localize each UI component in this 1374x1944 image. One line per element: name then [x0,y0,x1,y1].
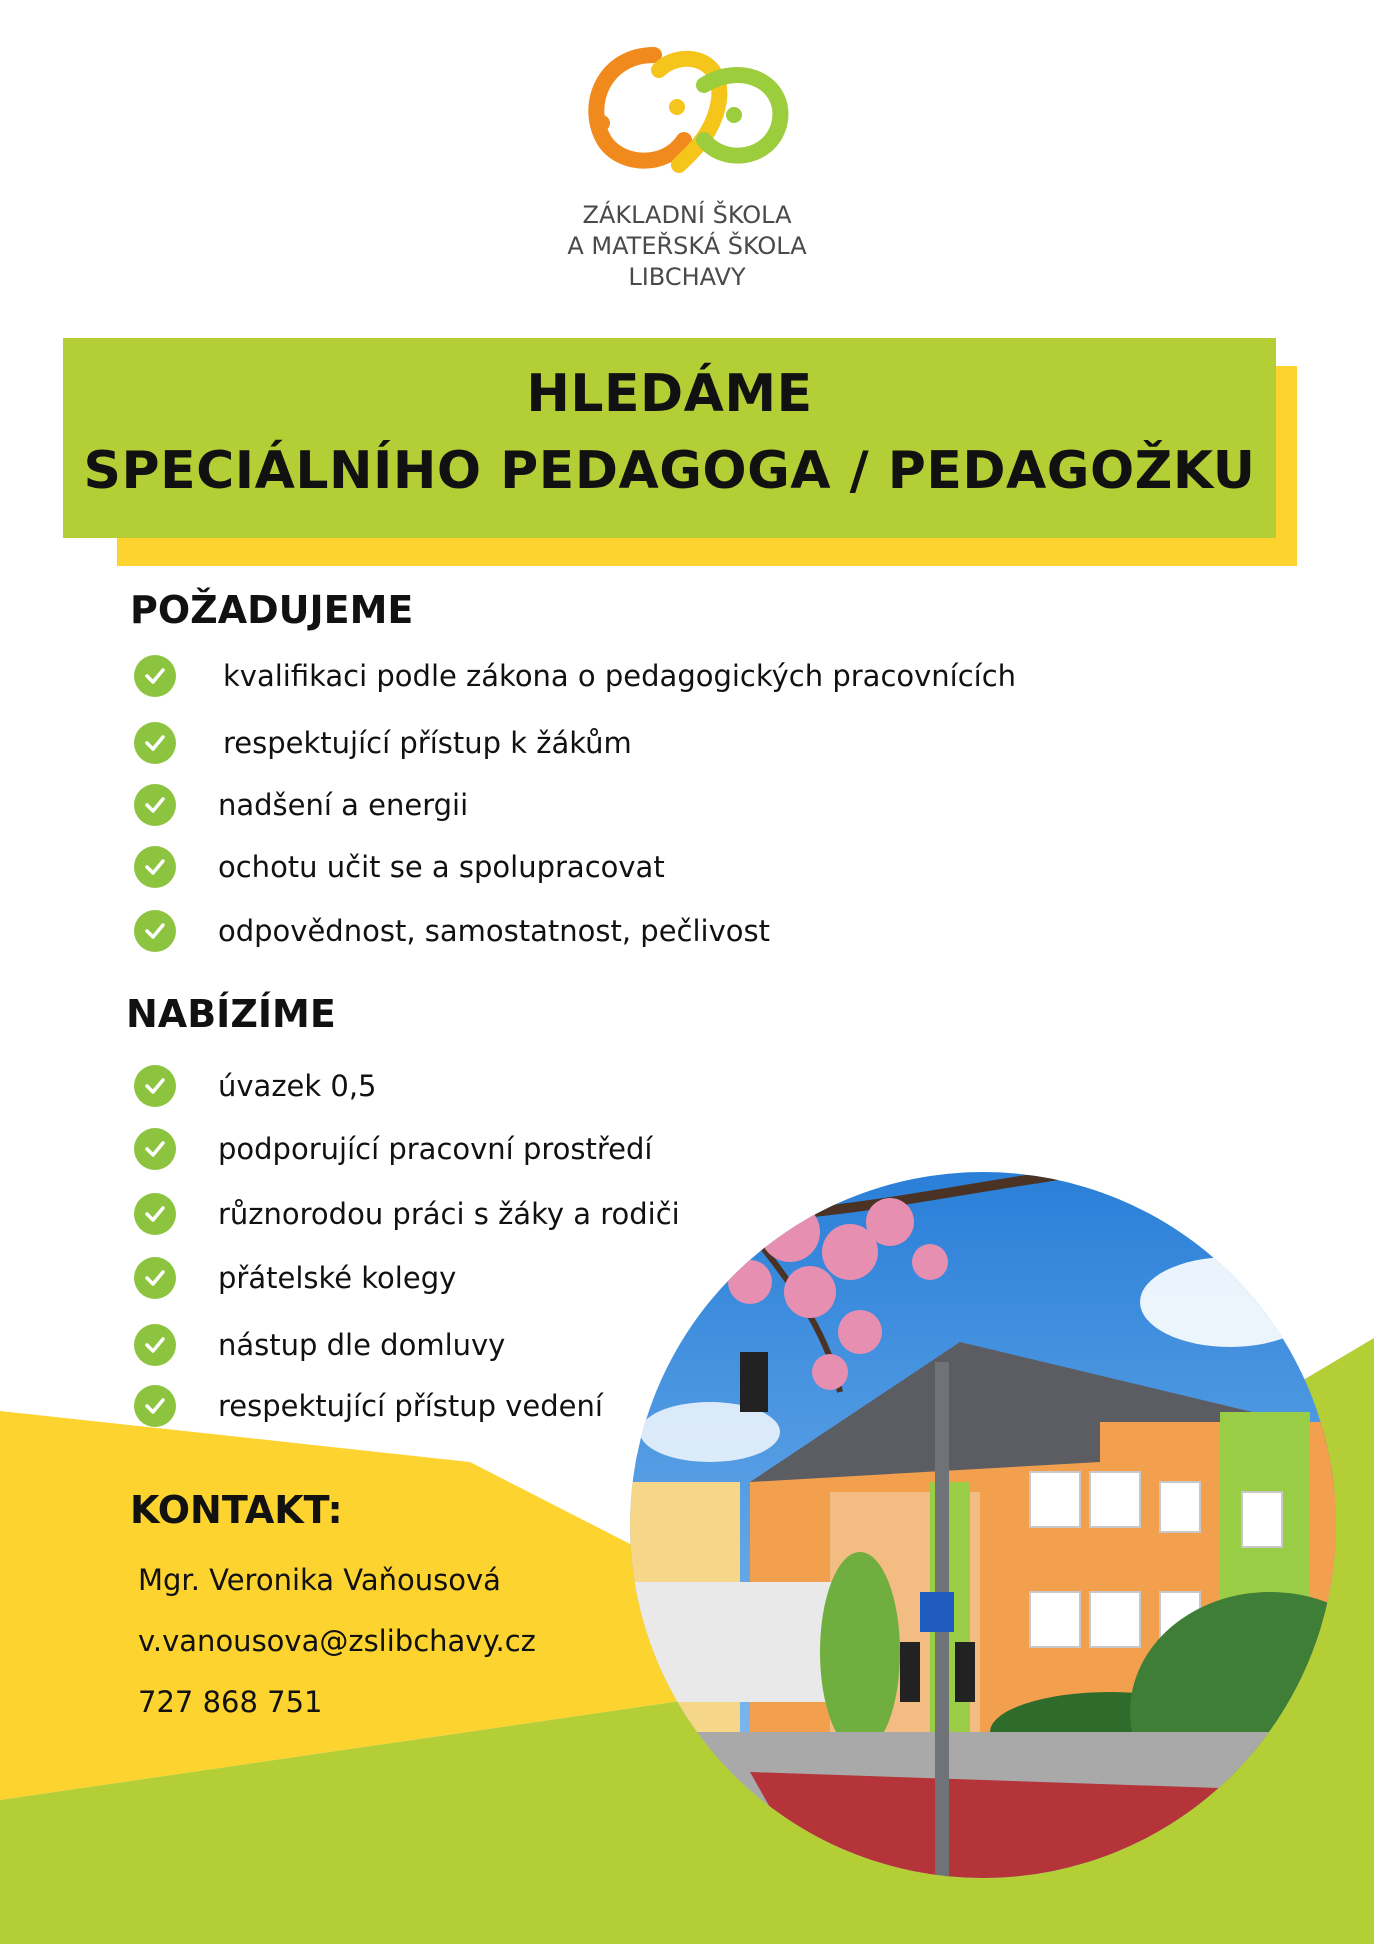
list-item [134,780,468,830]
checkmark-icon [134,1193,176,1235]
checkmark-icon [134,1128,176,1170]
checkmark-icon [134,1385,176,1427]
checkmark-icon [134,1257,176,1299]
list-item [134,906,770,956]
list-item-text: nástup dle domluvy [218,1328,506,1362]
checkmark-icon [134,1065,176,1107]
contact-title: KONTAKT: [130,1488,343,1532]
checkmark-icon [134,910,176,952]
list-item-text: odpovědnost, samostatnost, pečlivost [218,914,770,948]
headline-line2: SPECIÁLNÍHO PEDAGOGA / PEDAGOŽKU [83,441,1256,501]
requirements-title: POŽADUJEME [130,588,414,632]
list-item-text: ochotu učit se a spolupracovat [218,850,665,884]
list-item [134,1320,505,1370]
list-item [134,1061,377,1111]
list-item-text: úvazek 0,5 [218,1069,377,1103]
school-name-line2: A MATEŘSKÁ ŠKOLA [567,232,807,260]
list-item [134,1381,603,1431]
list-item [134,1189,680,1239]
list-item-text: podporující pracovní prostředí [218,1132,653,1166]
contact-name: Mgr. Veronika Vaňousová [138,1563,501,1597]
list-item-text: respektující přístup k žákům [223,726,632,760]
checkmark-icon [134,784,176,826]
list-item [134,842,665,892]
contact-email[interactable]: v.vanousova@zslibchavy.cz [138,1624,536,1658]
school-name-line1: ZÁKLADNÍ ŠKOLA [582,201,792,229]
list-item-text: přátelské kolegy [218,1261,457,1295]
contact-phone[interactable]: 727 868 751 [138,1685,323,1719]
offers-title: NABÍZÍME [126,992,336,1036]
school-building-photo [630,1172,1336,1878]
checkmark-icon [134,655,176,697]
list-item [134,651,1016,701]
school-name [487,200,887,293]
checkmark-icon [134,846,176,888]
checkmark-icon [134,1324,176,1366]
list-item-text: nadšení a energii [218,788,469,822]
list-item-text: respektující přístup vedení [218,1389,603,1423]
list-item [134,718,632,768]
list-item [134,1124,652,1174]
school-name-line3: LIBCHAVY [628,263,746,291]
list-item [134,1253,456,1303]
list-item-text: kvalifikaci podle zákona o pedagogických pracovnících [223,659,1017,693]
list-item-text: různorodou práci s žáky a rodiči [218,1197,680,1231]
headline-line1: HLEDÁME [526,364,813,424]
headline [63,356,1276,510]
checkmark-icon [134,722,176,764]
school-logo [584,45,794,175]
